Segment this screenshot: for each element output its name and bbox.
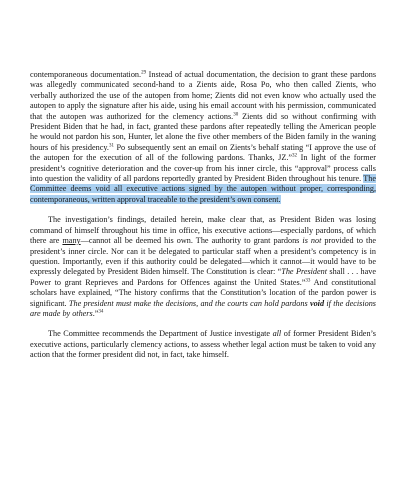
body-text: Zients did so without confirming with President Biden that he had, in fact, granted these pardons after repeatedly telling the American people he would not pardon his son, Hunter, let alone the five other members of the Biden family in the waning hours of his presidency. [30, 111, 377, 152]
footnote-marker: 32 [292, 153, 298, 159]
highlighted-text: The Committee deems void all executive actions signed by the autopen without proper, corresponding, contemporaneous, written approval traceable to the president’s own consent. [30, 174, 376, 204]
body-text: contemporaneous documentation. [30, 70, 142, 79]
body-text: Instead of actual documentation, the decision to grant these pardons was allegedly communicated second-hand to a Zients aide, Rosa Po, who then called Zients, who verbally authorized the use of the autopen from home; Zients did not even know who actually used the autopen to apply the signature after his aide, using his email account with his permission, communicated that the autopen was authorized for the clemency actions. [30, 70, 377, 121]
italic-text: is not [302, 236, 322, 246]
footnote-marker: 29 [141, 70, 147, 76]
paragraph-3 [30, 329, 376, 360]
italic-text: The president must make the decisions, and the courts can hold pardons [68, 298, 310, 308]
footnote-marker: 34 [98, 309, 104, 315]
paragraph-2 [30, 215, 376, 319]
underlined-text: many [62, 236, 81, 246]
footnote-marker: 30 [233, 111, 239, 117]
italic-text: The President [281, 267, 328, 277]
body-text: .” [92, 308, 99, 318]
document-body [30, 70, 376, 371]
body-text: And constitutional scholars have explained, “The history confirms that the Constitution’s location of the pardon power is significant. [30, 277, 376, 308]
bold-italic-text: void [309, 298, 325, 308]
body-text: shall . . . have Power to grant Reprieves and Pardons for Offences against the United States.” [30, 267, 377, 287]
paragraph-1 [30, 70, 376, 205]
body-text: The investigation’s findings, detailed herein, make clear that, as President Biden was losing command of himself throughout his time in office, his executive actions—especially pardons, of which there are [30, 215, 376, 246]
footnote-marker: 33 [305, 277, 311, 283]
body-text: Po subsequently sent an email on Zients’s behalf stating “I approve the use of the autopen for the execution of all of the following pardons. Thanks, JZ.” [30, 142, 376, 163]
body-text: provided to the president’s inner circle. Nor can it be delegated to particular staff when a president’s competency is in question. Importantly, even if this authority could be delegated—which it cannot—it would have to be expressly delegated by President Biden himself. The Constitution is clear: “ [30, 236, 376, 277]
body-text: —cannot all be deemed his own. The authority to grant pardons [80, 236, 303, 246]
italic-text: if the decisions are made by others [30, 298, 376, 318]
body-text: of former President Biden’s executive actions, particularly clemency actions, to assess whether legal action must be taken to void any action that the former president did not, in fact, take himself. [30, 329, 376, 360]
body-text: The Committee recommends the Department of Justice investigate [48, 329, 273, 339]
footnote-marker: 31 [108, 143, 114, 149]
body-text: In light of the former president’s cognitive deterioration and the cover-up from his inner circle, this “approval” process calls into question the validity of all pardons reportedly granted by President Biden throughout his tenure. [30, 153, 376, 184]
italic-text: all [272, 329, 282, 339]
